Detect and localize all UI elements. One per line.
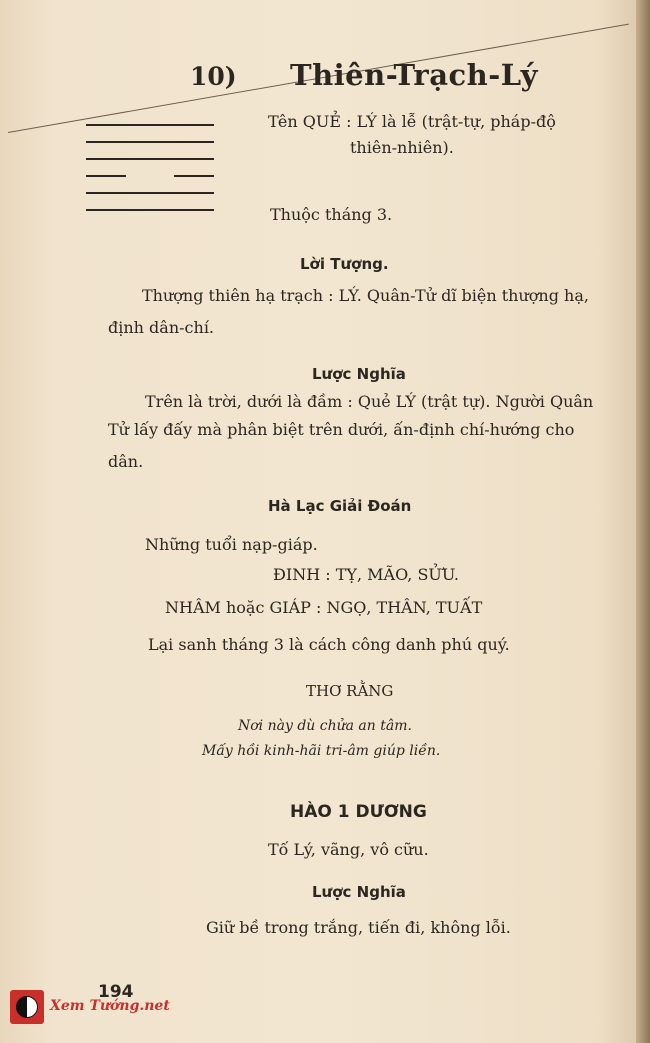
loi-tuong-text-2: định dân-chí. <box>108 318 215 337</box>
heading-tho-rang: THƠ RẰNG <box>306 682 394 700</box>
yin-yang-icon <box>10 990 44 1024</box>
hao-1-text-1: Tố Lý, vãng, vô cữu. <box>268 840 429 859</box>
hexagram-month: Thuộc tháng 3. <box>270 205 393 224</box>
ha-lac-text-4: Lại sanh tháng 3 là cách công danh phú quý. <box>148 635 510 654</box>
hexagram-line-4 <box>86 158 216 160</box>
hexagram-line-1 <box>86 209 216 211</box>
hexagram-line-5 <box>86 141 216 143</box>
book-spine-shadow <box>636 0 650 1043</box>
verse-line-1: Nơi này dù chửa an tâm. <box>238 718 412 734</box>
heading-luoc-nghia-1: Lược Nghĩa <box>312 365 406 383</box>
heading-luoc-nghia-2: Lược Nghĩa <box>312 883 406 901</box>
hexagram-name-line-2: thiên-nhiên). <box>350 138 454 157</box>
luoc-nghia-1-text-3: dân. <box>108 452 144 471</box>
page-number: 194 <box>98 982 134 1002</box>
heading-ha-lac: Hà Lạc Giải Đoán <box>268 497 412 515</box>
hexagram-line-3 <box>86 175 216 177</box>
ha-lac-text-3: NHÂM hoặc GIÁP : NGỌ, THÂN, TUẤT <box>165 598 483 617</box>
chapter-number: 10) <box>190 62 237 91</box>
logo-text: Xem Tướng.net <box>50 998 170 1014</box>
chapter-title: Thiên-Trạch-Lý <box>290 58 538 92</box>
hexagram-line-2 <box>86 192 216 194</box>
hexagram-symbol <box>86 124 216 226</box>
site-logo[interactable] <box>10 990 170 1030</box>
ha-lac-text-1: Những tuổi nạp-giáp. <box>145 535 318 554</box>
heading-hao-1: HÀO 1 DƯƠNG <box>290 802 427 822</box>
loi-tuong-text-1: Thượng thiên hạ trạch : LÝ. Quân-Tử dĩ biện thượng hạ, <box>142 286 589 305</box>
verse-line-2: Mấy hồi kinh-hãi tri-âm giúp liền. <box>202 743 441 759</box>
heading-loi-tuong: Lời Tượng. <box>300 255 389 273</box>
hexagram-name-line-1: Tên QUẺ : LÝ là lễ (trật-tự, pháp-độ <box>268 112 556 131</box>
luoc-nghia-2-text-1: Giữ bề trong trắng, tiến đi, không lỗi. <box>206 918 511 937</box>
luoc-nghia-1-text-2: Tử lấy đấy mà phân biệt trên dưới, ấn-định chí-hướng cho <box>108 420 575 439</box>
ha-lac-text-2: ĐINH : TỴ, MÃO, SỬU. <box>273 565 459 584</box>
luoc-nghia-1-text-1: Trên là trời, dưới là đầm : Quẻ LÝ (trật tự). Người Quân <box>145 392 594 411</box>
hexagram-line-6 <box>86 124 216 126</box>
